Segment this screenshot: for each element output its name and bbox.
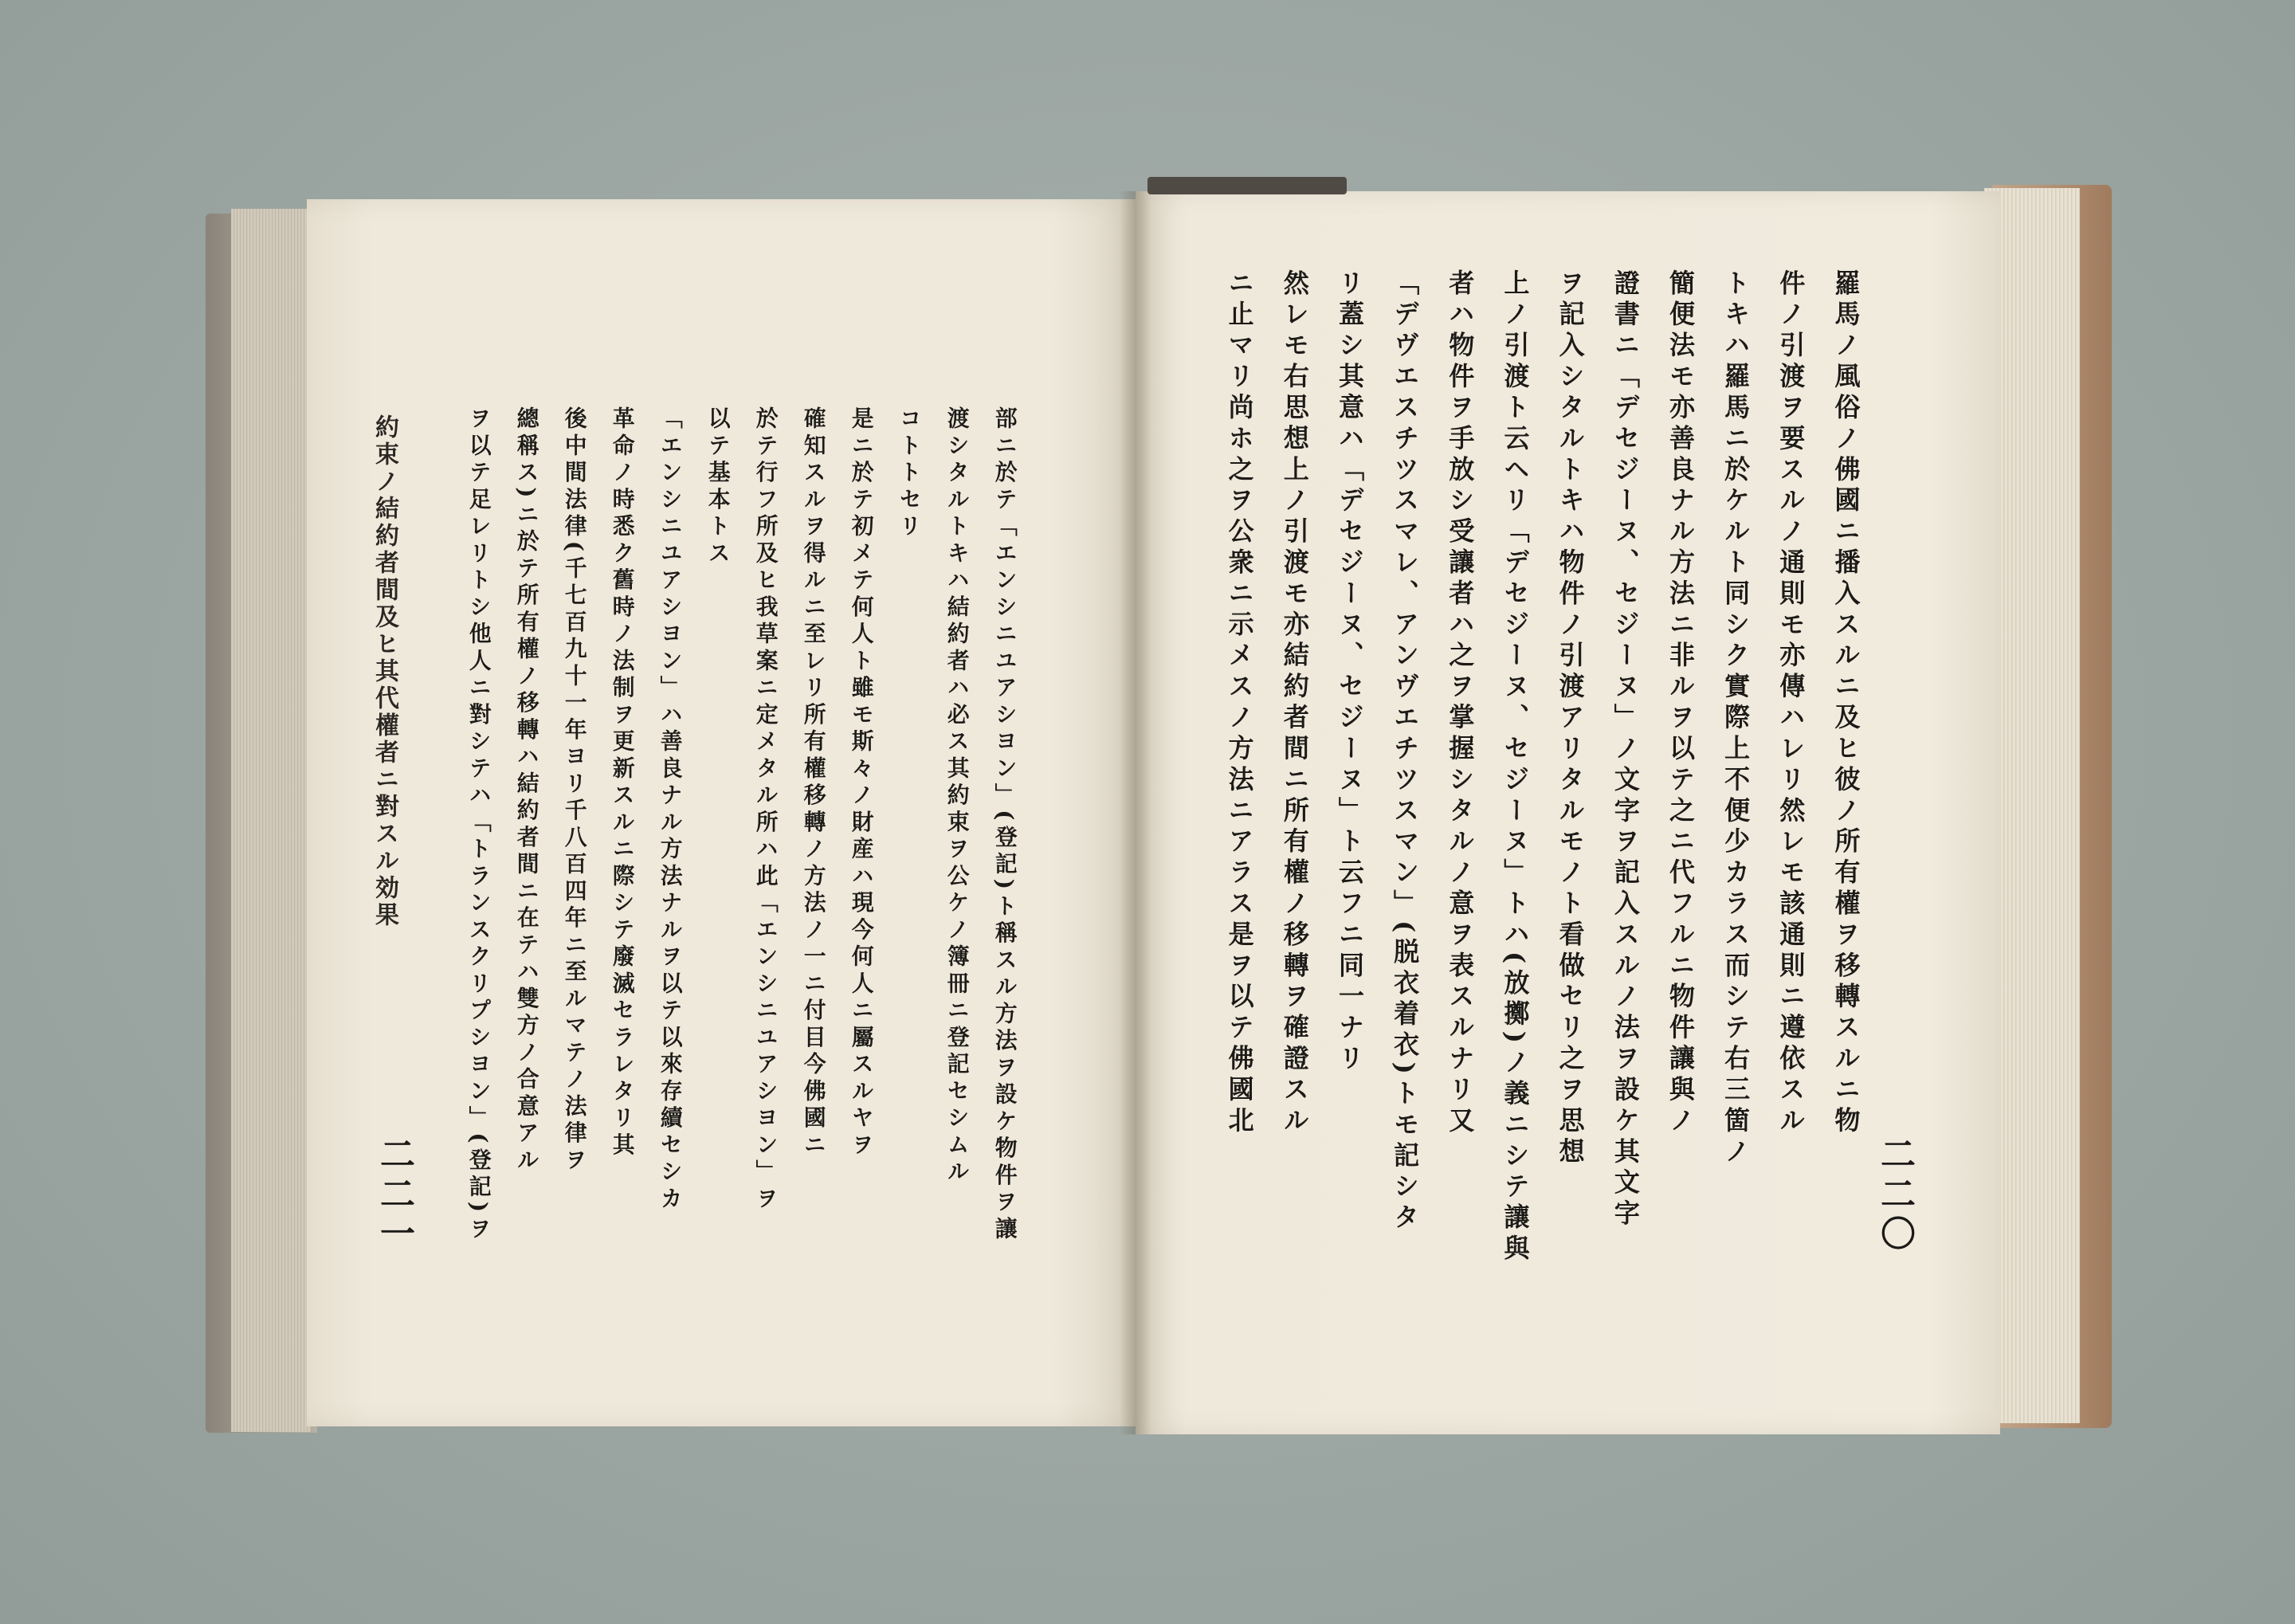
text-column: 者ハ物件ヲ手放シ受讓者ハ之ヲ掌握シタルノ意ヲ表スルナリ又 <box>1444 269 1475 1138</box>
text-column: 於テ行フ所及ヒ我草案ニ定メタル所ハ此「エンシニユアシヨン」ヲ <box>751 406 779 1214</box>
text-column: 渡シタルトキハ結約者ハ必ス其約束ヲ公ケノ簿冊ニ登記セシムル <box>943 406 970 1187</box>
spine-tab <box>1148 177 1347 194</box>
text-column: トキハ羅馬ニ於ケルト同シク實際上不便少カラス而シテ右三箇ノ <box>1720 269 1750 1169</box>
text-column: 件ノ引渡ヲ要スルノ通則モ亦傳ハレリ然レモ該通則ニ遵依スル <box>1775 269 1806 1138</box>
text-column: 確知スルヲ得ルニ至レリ所有權移轉ノ方法ノ一ニ付目今佛國ニ <box>799 406 826 1160</box>
text-column: 然レモ右思想上ノ引渡モ亦結約者間ニ所有權ノ移轉ヲ確證スル <box>1279 269 1309 1138</box>
left-page-number: 二二一 <box>374 1136 414 1255</box>
left-page-body <box>454 406 1028 1244</box>
text-column: 證書ニ「デセジーヌ、セジーヌ」ノ文字ヲ記入スルノ法ヲ設ケ其文字 <box>1610 269 1640 1231</box>
text-column: 總稱ス)ニ於テ所有權ノ移轉ハ結約者間ニ在テハ雙方ノ合意アル <box>512 406 539 1175</box>
text-column: 上ノ引渡ト云ヘリ「デセジーヌ、セジーヌ」トハ(放擲)ノ義ニシテ讓與 <box>1499 269 1530 1266</box>
text-column: ニ止マリ尚ホ之ヲ公衆ニ示メスノ方法ニアラス是ヲ以テ佛國北 <box>1224 269 1254 1138</box>
text-column: 「デヴエスチツスマレ、アンヴエチツスマン」(脱衣着衣)トモ記シタ <box>1389 269 1419 1235</box>
text-column: 後中間法律(千七百九十一年ヨリ千八百四年ニ至ルマテノ法律ヲ <box>560 406 587 1175</box>
text-column: 「エンシニユアシヨン」ハ善良ナル方法ナルヲ以テ以來存續セシカ <box>656 406 683 1214</box>
text-column: 羅馬ノ風俗ノ佛國ニ播入スルニ及ヒ彼ノ所有權ヲ移轉スルニ物 <box>1830 269 1861 1138</box>
right-page-body <box>1211 269 1873 1265</box>
text-column: コトトセリ <box>895 406 922 541</box>
text-column: ヲ以テ足レリトシ他人ニ對シテハ「トランスクリプシヨン」(登記)ヲ <box>465 406 492 1244</box>
left-running-header: 約束ノ結約者間及ヒ其代權者ニ對スル効果 <box>371 414 398 929</box>
text-column: リ蓋シ其意ハ「デセジーヌ、セジーヌ」ト云フニ同一ナリ <box>1334 269 1364 1076</box>
text-column: 部ニ於テ「エンシニユアシヨン」(登記)ト稱スル方法ヲ設ケ物件ヲ讓 <box>991 406 1018 1244</box>
text-column: 是ニ於テ初メテ何人ト雖モ斯々ノ財産ハ現今何人ニ屬スルヤヲ <box>847 406 874 1160</box>
text-column: 簡便法モ亦善良ナル方法ニ非ルヲ以テ之ニ代フルニ物件讓與ノ <box>1665 269 1695 1138</box>
text-column: 革命ノ時悉ク舊時ノ法制ヲ更新スルニ際シテ廢滅セラレタリ其 <box>608 406 635 1160</box>
left-page-edges <box>231 209 311 1432</box>
right-page-number: 二二〇 <box>1874 1136 1915 1255</box>
book-gutter <box>1120 191 1151 1434</box>
text-column: 以テ基本トス <box>704 406 731 568</box>
text-column: ヲ記入シタルトキハ物件ノ引渡アリタルモノト看做セリ之ヲ思想 <box>1555 269 1585 1169</box>
